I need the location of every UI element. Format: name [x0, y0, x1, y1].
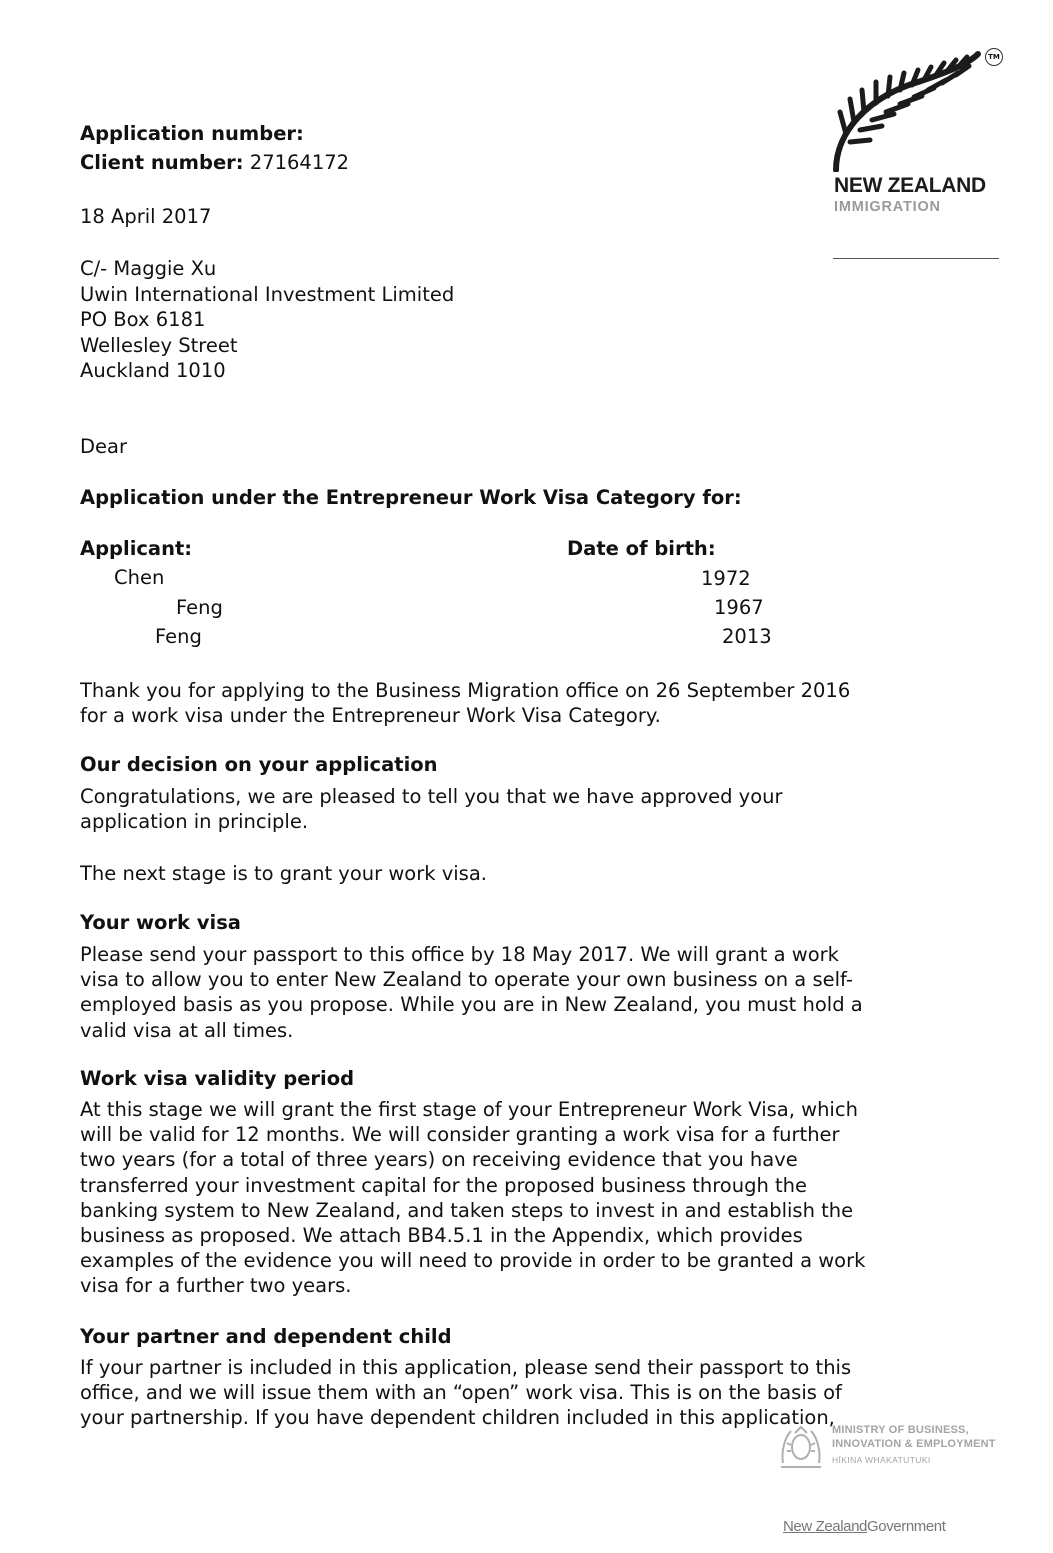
- work-visa-paragraph: [80, 942, 960, 1043]
- text-line: will be valid for 12 months. We will consider granting a work visa for a further: [80, 1123, 840, 1147]
- work-visa-heading: Your work visa: [80, 911, 241, 934]
- applicant-name: Feng: [176, 596, 223, 619]
- recipient-address: [80, 256, 960, 384]
- decision-paragraph: [80, 784, 960, 834]
- text-line: valid visa at all times.: [80, 1018, 294, 1042]
- text-line: The next stage is to grant your work visa.: [80, 862, 487, 885]
- applicant-dob: 1972: [701, 567, 751, 590]
- text-line: office, and we will issue them with an “open” work visa. This is on the basis of: [80, 1381, 842, 1405]
- govt-underlined: New Zealand: [783, 1518, 867, 1535]
- govt-rest: Government: [866, 1518, 946, 1535]
- text-line: examples of the evidence you will need to provide in order to be granted a work: [80, 1249, 866, 1273]
- coat-of-arms-icon: [775, 1423, 827, 1471]
- partner-heading: Your partner and dependent child: [80, 1325, 452, 1348]
- text-line: Please send your passport to this office by 18 May 2017. We will grant a work: [80, 943, 839, 966]
- client-number-row: [80, 150, 349, 175]
- text-line: visa for a further two years.: [80, 1274, 352, 1298]
- intro-paragraph: [80, 678, 960, 728]
- address-line: C/- Maggie Xu: [80, 257, 217, 280]
- text-line: two years (for a total of three years) on receiving evidence that you have: [80, 1148, 798, 1172]
- mbie-line: INNOVATION & EMPLOYMENT: [832, 1438, 996, 1450]
- client-number-label: Client number:: [80, 151, 244, 174]
- fern-logo-icon: [828, 42, 988, 172]
- next-stage-paragraph: [80, 861, 960, 886]
- address-line: Auckland 1010: [80, 359, 226, 382]
- nz-government-logo: [783, 1518, 946, 1535]
- client-number-value: 27164172: [249, 151, 350, 174]
- text-line: for a work visa under the Entrepreneur Work Visa Category.: [80, 704, 661, 728]
- text-line: Thank you for applying to the Business Migration office on 26 September 2016: [80, 679, 851, 702]
- text-line: visa to allow you to enter New Zealand to operate your own business on a self-: [80, 968, 853, 992]
- validity-paragraph: [80, 1097, 960, 1299]
- text-line: banking system to New Zealand, and taken steps to invest in and establish the: [80, 1198, 854, 1222]
- applicant-column-header: Applicant:: [80, 537, 193, 560]
- text-line: Congratulations, we are pleased to tell you that we have approved your: [80, 785, 783, 808]
- validity-heading: Work visa validity period: [80, 1067, 355, 1090]
- address-line: PO Box 6181: [80, 308, 206, 331]
- text-line: transferred your investment capital for the proposed business through the: [80, 1173, 808, 1197]
- logo-subtitle: IMMIGRATION: [834, 199, 941, 215]
- address-line: Wellesley Street: [80, 333, 238, 357]
- address-line: Uwin International Investment Limited: [80, 282, 455, 306]
- text-line: your partnership. If you have dependent children included in this application,: [80, 1406, 835, 1430]
- mbie-tagline: HĪKINA WHAKATUTUKI: [832, 1455, 931, 1465]
- text-line: employed basis as you propose. While you are in New Zealand, you must hold a: [80, 993, 863, 1017]
- subject-line: Application under the Entrepreneur Work Visa Category for:: [80, 486, 742, 509]
- mbie-line: MINISTRY OF BUSINESS,: [832, 1424, 969, 1436]
- applicant-name: Chen: [114, 566, 165, 589]
- application-number-label: Application number:: [80, 122, 304, 145]
- applicant-dob: 1967: [714, 596, 764, 619]
- applicant-dob: 2013: [722, 625, 772, 648]
- text-line: If your partner is included in this application, please send their passport to this: [80, 1356, 852, 1379]
- text-line: At this stage we will grant the first stage of your Entrepreneur Work Visa, which: [80, 1098, 858, 1121]
- text-line: application in principle.: [80, 810, 309, 834]
- partner-paragraph: [80, 1355, 960, 1431]
- applicant-name: Feng: [155, 625, 202, 648]
- greeting: Dear: [80, 435, 127, 458]
- letter-date: 18 April 2017: [80, 205, 212, 228]
- decision-heading: Our decision on your application: [80, 753, 438, 776]
- dob-column-header: Date of birth:: [567, 537, 716, 560]
- logo-title: NEW ZEALAND: [834, 174, 986, 197]
- trademark-icon: TM: [985, 48, 1003, 66]
- text-line: business as proposed. We attach BB4.5.1 in the Appendix, which provides: [80, 1224, 803, 1248]
